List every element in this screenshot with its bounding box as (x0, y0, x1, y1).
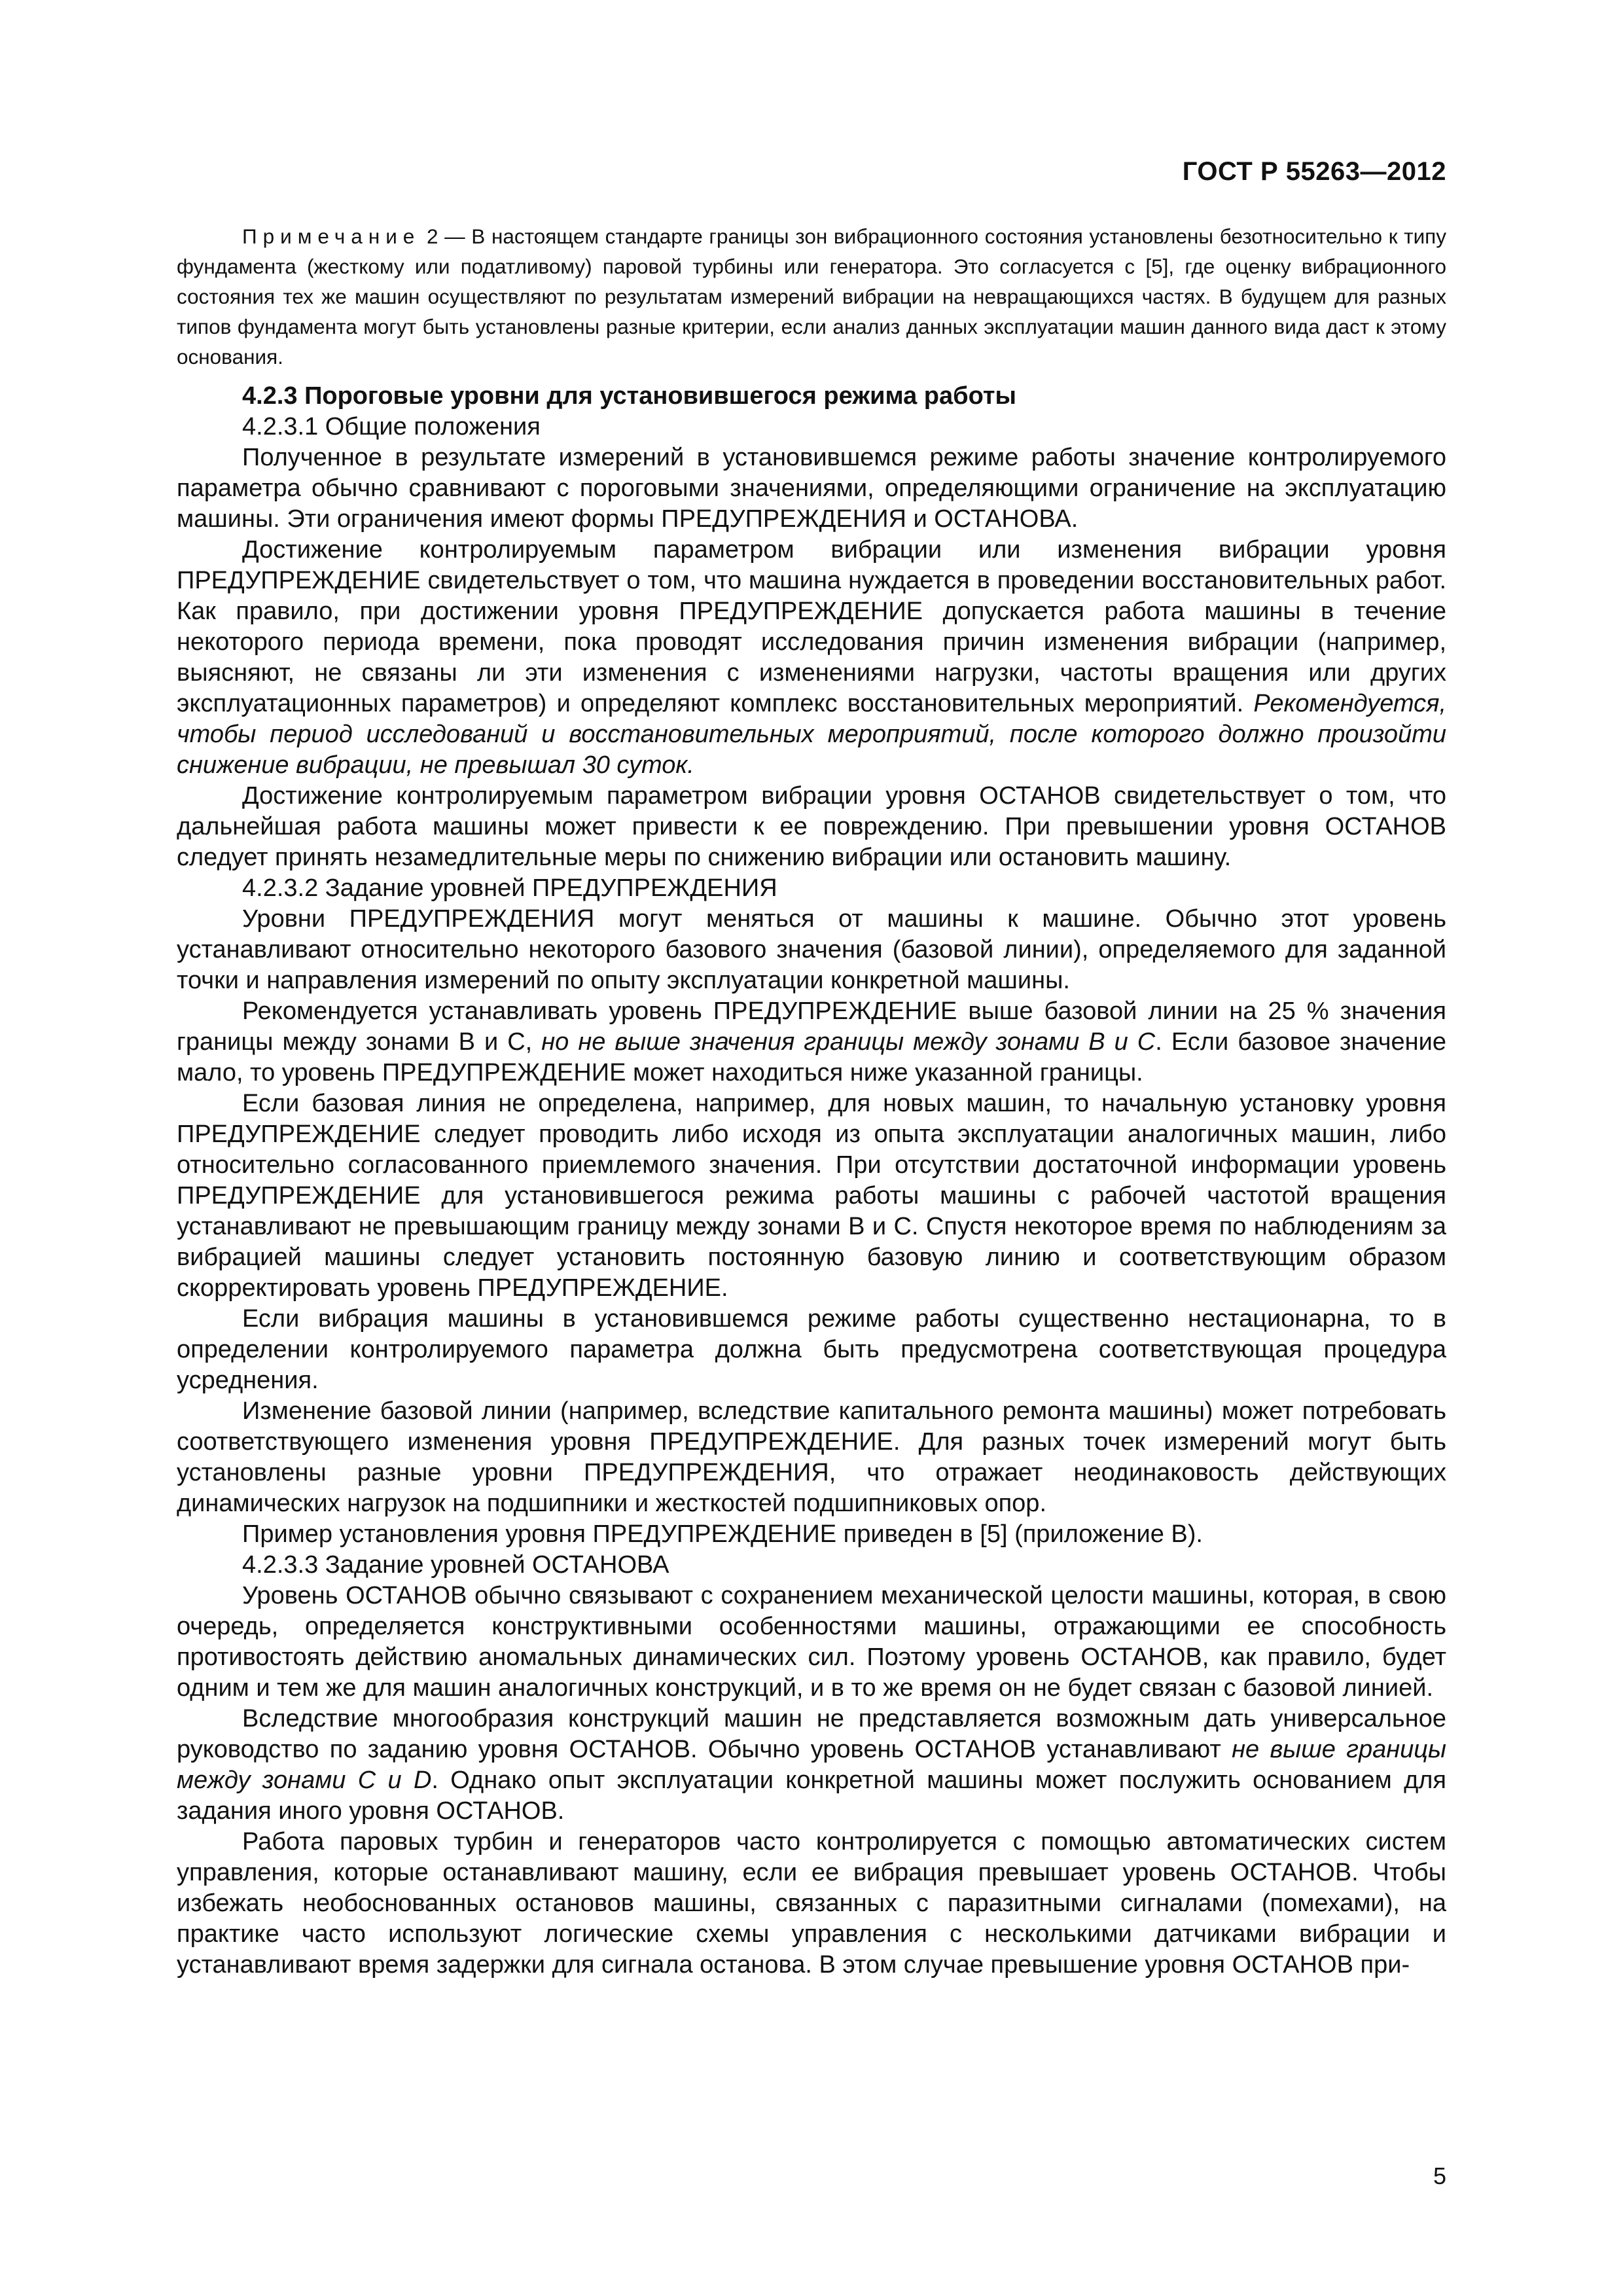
paragraph-text: Вследствие многообразия конструкций машин не представляется возможным дать универсальное руководство по заданию уровня ОСТАНОВ. Обычно уровень ОСТАНОВ устанавливают (177, 1705, 1446, 1763)
note-label: Примечание (242, 224, 421, 248)
paragraph-italic: Рекомендуется, чтобы период исследований и восстановительных мероприятий, после которого должно произойти снижение вибрации, не превышал 30 суток. (177, 690, 1446, 779)
subsection-heading-general: 4.2.3.1 Общие положения (242, 413, 541, 440)
page-body (177, 221, 1446, 1981)
paragraph-text: . Если базовое значение мало, то уровень ПРЕДУПРЕЖДЕНИЕ может находиться ниже указанной границы. (177, 1028, 1446, 1086)
paragraph: Уровень ОСТАНОВ обычно связывают с сохранением механической целости машины, которая, в свою очередь, определяется конструктивными особенностями машины, отражающими ее способность противостоять действию аномальных динамических сил. Поэтому уровень ОСТАНОВ, как правило, будет одним и тем же для машин аналогичных конструкций, и в то же время он не будет связан с базовой линией. (177, 1582, 1446, 1702)
note-paragraph (177, 221, 1446, 372)
paragraph (177, 535, 1446, 781)
paragraph (177, 996, 1446, 1088)
paragraph-italic: но не выше значения границы между зонами В и С (541, 1028, 1156, 1056)
section-heading: 4.2.3 Пороговые уровни для установившегося режима работы (242, 382, 1016, 410)
page-number: 5 (1433, 2162, 1446, 2189)
paragraph: Если вибрация машины в установившемся режиме работы существенно нестационарна, то в определении контролируемого параметра должна быть предусмотрена соответствующая процедура усреднения. (177, 1305, 1446, 1394)
subsection-heading-stop: 4.2.3.3 Задание уровней ОСТАНОВА (242, 1551, 669, 1579)
paragraph: Пример установления уровня ПРЕДУПРЕЖДЕНИЕ приведен в [5] (приложение В). (242, 1520, 1203, 1548)
paragraph: Уровни ПРЕДУПРЕЖДЕНИЯ могут меняться от машины к машине. Обычно этот уровень устанавливают относительно некоторого базового значения (базовой линии), определяемого для заданной точки и направления измерений по опыту эксплуатации конкретной машины. (177, 905, 1446, 994)
paragraph (177, 1704, 1446, 1827)
paragraph: Изменение базовой линии (например, вследствие капитального ремонта машины) может потребовать соответствующего изменения уровня ПРЕДУПРЕЖДЕНИЕ. Для разных точек измерений могут быть установлены разные уровни ПРЕДУПРЕЖДЕНИЯ, что отражает неодинаковость действующих динамических нагрузок на подшипники и жесткостей подшипниковых опор. (177, 1397, 1446, 1517)
paragraph: Достижение контролируемым параметром вибрации уровня ОСТАНОВ свидетельствует о том, что дальнейшая работа машины может привести к ее повреждению. При превышении уровня ОСТАНОВ следует принять незамедлительные меры по снижению вибрации или остановить машину. (177, 782, 1446, 871)
paragraph: Если базовая линия не определена, например, для новых машин, то начальную установку уровня ПРЕДУПРЕЖДЕНИЕ следует проводить либо исходя из опыта эксплуатации аналогичных машин, либо относительно согласованного приемлемого значения. При отсутствии достаточной информации уровень ПРЕДУПРЕЖДЕНИЕ для установившегося режима работы машины с рабочей частотой вращения устанавливают не превышающим границу между зонами В и С. Спустя некоторое время по наблюдениям за вибрацией машины следует установить постоянную базовую линию и соответствующим образом скорректировать уровень ПРЕДУПРЕЖДЕНИЕ. (177, 1090, 1446, 1302)
note-text: 2 — В настоящем стандарте границы зон вибрационного состояния установлены безотносительно к типу фундамента (жесткому или податливому) паровой турбины или генератора. Это согласуется с [5], где оценку вибрационного состояния тех же машин осуществляют по результатам измерений вибрации на невращающихся частях. В будущем для разных типов фундамента могут быть установлены разные критерии, если анализ данных эксплуатации машин данного вида даст к этому основания. (177, 224, 1446, 368)
standard-designation: ГОСТ Р 55263—2012 (1182, 157, 1446, 186)
paragraph: Полученное в результате измерений в установившемся режиме работы значение контролируемого параметра обычно сравнивают с пороговыми значениями, определяющими ограничение на эксплуатацию машины. Эти ограничения имеют формы ПРЕДУПРЕЖДЕНИЯ и ОСТАНОВА. (177, 444, 1446, 533)
subsection-heading-warning: 4.2.3.2 Задание уровней ПРЕДУПРЕЖДЕНИЯ (242, 874, 777, 902)
paragraph-text: Достижение контролируемым параметром вибрации или изменения вибрации уровня ПРЕДУПРЕЖДЕНИЕ свидетельствует о том, что машина нуждается в проведении восстановительных работ. Как правило, при достижении уровня ПРЕДУПРЕЖДЕНИЕ допускается работа машины в течение некоторого периода времени, пока проводят исследования причин изменения вибрации (например, выясняют, не связаны ли эти изменения с изменениями нагрузки, частоты вращения или других эксплуатационных параметров) и определяют комплекс восстановительных мероприятий. (177, 536, 1446, 717)
paragraph-italic: не выше границы между зонами С и D (177, 1736, 1446, 1794)
paragraph: Работа паровых турбин и генераторов часто контролируется с помощью автоматических систем управления, которые останавливают машину, если ее вибрация превышает уровень ОСТАНОВ. Чтобы избежать необоснованных остановов машины, связанных с паразитными сигналами (помехами), на практике часто используют логические схемы управления с несколькими датчиками вибрации и устанавливают время задержки для сигнала останова. В этом случае превышение уровня ОСТАНОВ при- (177, 1828, 1446, 1979)
paragraph-text: . Однако опыт эксплуатации конкретной машины может послужить основанием для задания иного уровня ОСТАНОВ. (177, 1767, 1447, 1825)
paragraph-text: Рекомендуется устанавливать уровень ПРЕДУПРЕЖДЕНИЕ выше базовой линии на 25 % значения границы между зонами В и С, (177, 997, 1446, 1056)
